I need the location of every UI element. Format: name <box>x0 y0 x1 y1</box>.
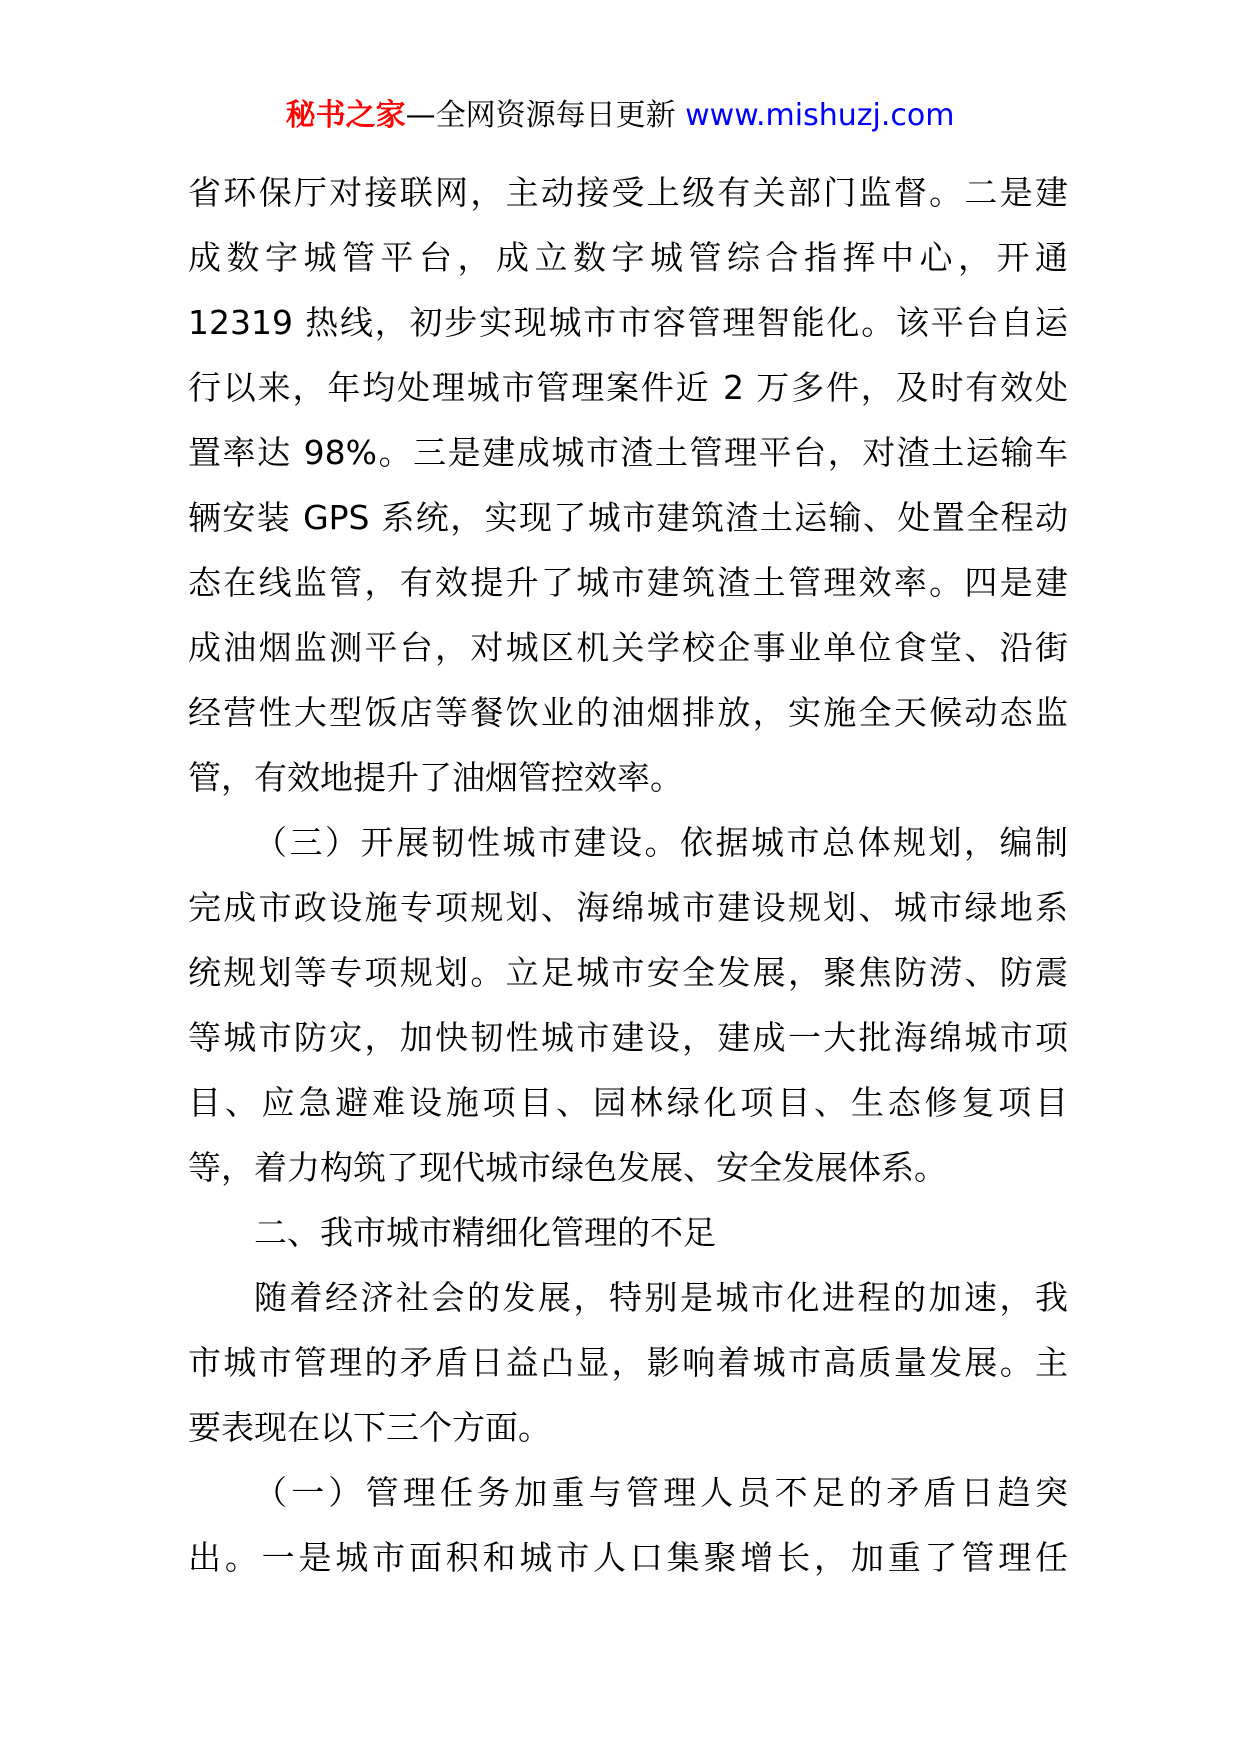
text-line: 态在线监管，有效提升了城市建筑渣土管理效率。四是建 <box>188 563 1068 602</box>
text-line: 经营性大型饭店等餐饮业的油烟排放，实施全天候动态监 <box>188 693 1068 732</box>
chapter-heading: 二、我市城市精细化管理的不足 <box>254 1213 716 1252</box>
site-brand: 秘书之家 <box>285 98 406 133</box>
section-heading-line: （三）开展韧性城市建设。依据城市总体规划，编制 <box>254 823 1068 862</box>
site-header <box>0 96 1240 136</box>
text-line: 省环保厅对接联网，主动接受上级有关部门监督。二是建 <box>188 173 1068 212</box>
text-line: 统规划等专项规划。立足城市安全发展，聚焦防涝、防震 <box>188 953 1068 992</box>
text-line: 等城市防灾，加快韧性城市建设，建成一大批海绵城市项 <box>188 1018 1068 1057</box>
text-line: 市城市管理的矛盾日益凸显，影响着城市高质量发展。主 <box>188 1343 1068 1382</box>
section-heading-line: （一）管理任务加重与管理人员不足的矛盾日趋突 <box>254 1473 1068 1512</box>
text-line: 要表现在以下三个方面。 <box>188 1408 551 1447</box>
text-line: 成油烟监测平台，对城区机关学校企事业单位食堂、沿街 <box>188 628 1068 667</box>
text-line: 辆安装 GPS 系统，实现了城市建筑渣土运输、处置全程动 <box>188 498 1068 537</box>
text-line: 随着经济社会的发展，特别是城市化进程的加速，我 <box>254 1278 1068 1317</box>
text-line: 等，着力构筑了现代城市绿色发展、安全发展体系。 <box>188 1148 947 1187</box>
text-line: 完成市政设施专项规划、海绵城市建设规划、城市绿地系 <box>188 888 1068 927</box>
site-url-link[interactable]: www.mishuzj.com <box>685 98 955 133</box>
text-line: 成数字城管平台，成立数字城管综合指挥中心，开通 <box>188 238 1068 277</box>
text-line: 目、应急避难设施项目、园林绿化项目、生态修复项目 <box>188 1083 1068 1122</box>
document-body <box>188 160 1068 1590</box>
text-line: 置率达 98%。三是建成城市渣土管理平台，对渣土运输车 <box>188 433 1068 472</box>
text-line: 12319 热线，初步实现城市市容管理智能化。该平台自运 <box>188 303 1068 342</box>
text-line: 行以来，年均处理城市管理案件近 2 万多件，及时有效处 <box>188 368 1068 407</box>
text-line: 出。一是城市面积和城市人口集聚增长，加重了管理任 <box>188 1538 1068 1577</box>
site-slogan: —全网资源每日更新 <box>405 98 686 133</box>
text-line: 管，有效地提升了油烟管控效率。 <box>188 758 683 797</box>
